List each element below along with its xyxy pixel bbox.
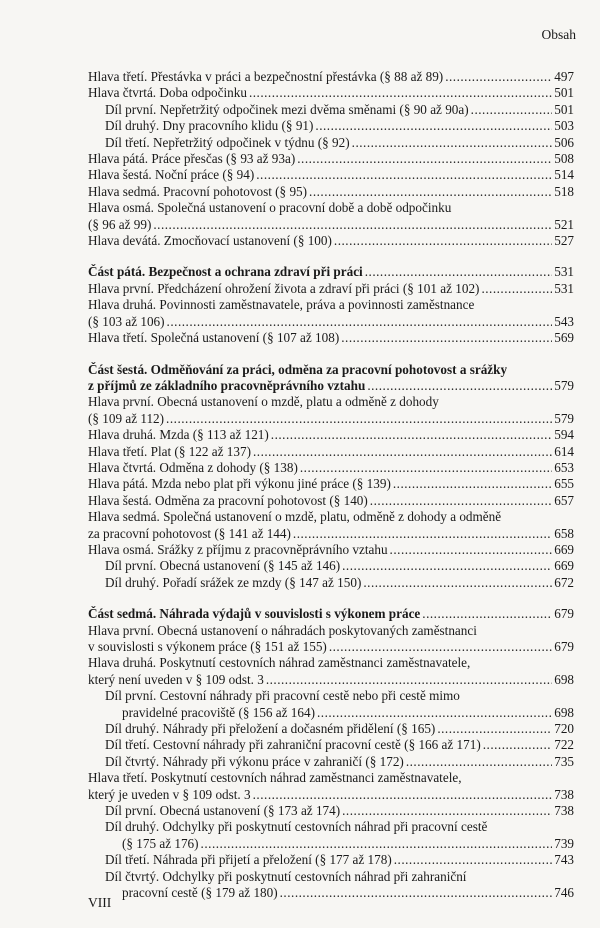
- toc-entry-text: Hlava šestá. Noční práce (§ 94): [88, 167, 255, 183]
- toc-page-number: 527: [554, 233, 574, 249]
- dot-leader: [483, 737, 553, 753]
- dot-leader: [370, 493, 552, 509]
- toc-entry-text: Hlava první. Obecná ustanovení o náhradách poskytovaných zaměstnanci: [88, 622, 477, 638]
- toc-page-number: 657: [554, 492, 574, 508]
- toc-entry-text: Hlava druhá. Poskytnutí cestovních náhrad zaměstnanci zaměstnavatele,: [88, 655, 471, 671]
- toc-entry-text: (§ 96 až 99): [88, 216, 152, 232]
- toc-page-number: 497: [554, 69, 574, 84]
- running-header: Obsah: [541, 27, 576, 42]
- toc-entry: [88, 770, 574, 803]
- toc-entry-text: (§ 175 až 176): [122, 835, 199, 851]
- dot-leader: [342, 558, 552, 574]
- toc-page-number: 543: [554, 313, 574, 329]
- toc-entry-text: Část šestá. Odměňování za práci, odměna za pracovní pohotovost a srážky: [88, 361, 508, 377]
- toc-page-number: 614: [554, 443, 574, 459]
- toc-entry: [88, 754, 574, 770]
- toc-entry-text: Hlava první. Předcházení ohrožení života a zdraví při práci (§ 101 až 102): [88, 280, 480, 296]
- toc-entry-text: Hlava třetí. Plat (§ 122 až 137): [88, 443, 251, 459]
- dot-leader: [266, 672, 552, 688]
- dot-leader: [297, 151, 552, 167]
- toc-entry: [88, 151, 574, 167]
- toc-entry: [88, 803, 574, 819]
- toc-entry: [88, 688, 574, 721]
- toc-page-number: 521: [554, 216, 574, 232]
- toc-page-number: 672: [554, 574, 574, 590]
- toc-page-number: 653: [554, 459, 574, 475]
- toc-entry-text: (§ 103 až 106): [88, 313, 165, 329]
- toc-page-number: 508: [554, 151, 574, 167]
- toc-entry: [88, 394, 574, 427]
- toc-page-number: 743: [554, 852, 574, 868]
- dot-leader: [293, 526, 552, 542]
- toc-entry-text: Hlava devátá. Zmocňovací ustanovení (§ 100): [88, 233, 332, 249]
- toc-entry: [88, 167, 574, 183]
- toc-entry: [88, 655, 574, 688]
- dot-leader: [437, 721, 552, 737]
- toc-page-number: 738: [554, 786, 574, 802]
- toc-page-number: 738: [554, 803, 574, 819]
- dot-leader: [300, 460, 552, 476]
- toc-page-number: 655: [554, 476, 574, 492]
- toc-entry-text: Díl první. Nepřetržitý odpočinek mezi dvěma směnami (§ 90 až 90a): [105, 101, 469, 117]
- toc-entry-text: Hlava sedmá. Pracovní pohotovost (§ 95): [88, 183, 308, 199]
- toc-entry: [88, 542, 574, 558]
- toc-page-number: 569: [554, 330, 574, 346]
- toc-part-entry: [88, 264, 574, 280]
- toc-entry: [88, 85, 574, 101]
- dot-leader: [334, 233, 552, 249]
- toc-entry-text: Hlava čtvrtá. Odměna z dohody (§ 138): [88, 459, 298, 475]
- toc-entry: [88, 184, 574, 200]
- toc-page-number: 669: [554, 541, 574, 557]
- toc-page-number: 669: [554, 558, 574, 574]
- toc-entry: [88, 869, 574, 902]
- toc-page-number: 503: [554, 118, 574, 134]
- toc-entry-text: Hlava čtvrtá. Doba odpočinku: [88, 85, 247, 101]
- toc-entry-text: který není uveden v § 109 odst. 3: [88, 671, 264, 687]
- dot-leader: [317, 705, 552, 721]
- dot-leader: [393, 476, 552, 492]
- toc-entry: [88, 135, 574, 151]
- dot-leader: [253, 444, 552, 460]
- toc-entry-text: Díl druhý. Dny pracovního klidu (§ 91): [105, 118, 314, 134]
- toc-page-number: 658: [554, 525, 574, 541]
- toc-entry-text: Část sedmá. Náhrada výdajů v souvislosti s výkonem práce: [88, 606, 421, 622]
- toc-entry: [88, 509, 574, 542]
- toc-entry-text: (§ 109 až 112): [88, 410, 165, 426]
- toc-entry-text: který je uveden v § 109 odst. 3: [88, 786, 251, 802]
- toc-entry: [88, 330, 574, 346]
- toc-page-number: 501: [554, 85, 574, 101]
- toc-page-number: 720: [554, 721, 574, 737]
- toc-entry-text: Hlava sedmá. Společná ustanovení o mzdě, platu, odměně z dohody a odměně: [88, 509, 502, 525]
- toc-entry: [88, 737, 574, 753]
- dot-leader: [365, 264, 553, 280]
- toc-entry: [88, 102, 574, 118]
- toc-page-number: 746: [554, 885, 574, 901]
- toc-page-number: 518: [554, 183, 574, 199]
- toc-entry-text: Díl čtvrtý. Odchylky při poskytnutí cestovních náhrad při zahraniční: [105, 868, 467, 884]
- toc-entry-text: Hlava třetí. Poskytnutí cestovních náhrad zaměstnanci zaměstnavatele,: [88, 770, 462, 786]
- toc-entry-text: Díl druhý. Pořadí srážek ze mzdy (§ 147 až 150): [105, 574, 362, 590]
- dot-leader: [390, 542, 553, 558]
- toc-entry-text: z příjmů ze základního pracovněprávního vztahu: [88, 377, 366, 393]
- toc-entry: [88, 460, 574, 476]
- dot-leader: [471, 102, 553, 118]
- dot-leader: [167, 314, 553, 330]
- dot-leader: [352, 135, 553, 151]
- toc-entry-text: Díl první. Cestovní náhrady při pracovní cestě nebo při cestě mimo: [105, 688, 460, 704]
- toc-entry: [88, 575, 574, 591]
- toc-page-number: 579: [554, 377, 574, 393]
- dot-leader: [201, 836, 553, 852]
- toc-entry: [88, 69, 574, 85]
- dot-leader: [481, 281, 552, 297]
- toc-entry-text: Hlava druhá. Mzda (§ 113 až 121): [88, 427, 269, 443]
- toc-page-number: 698: [554, 671, 574, 687]
- toc-page-number: 679: [554, 606, 574, 622]
- toc-entry-text: Díl první. Obecná ustanovení (§ 173 až 174): [105, 803, 341, 819]
- dot-leader: [309, 184, 552, 200]
- dot-leader: [271, 427, 552, 443]
- toc-entry-text: Díl třetí. Cestovní náhrady při zahraniční pracovní cestě (§ 166 až 171): [105, 737, 481, 753]
- toc-page-number: 501: [554, 101, 574, 117]
- toc-entry-text: Hlava první. Obecná ustanovení o mzdě, platu a odměně z dohody: [88, 394, 439, 410]
- toc-entry: [88, 427, 574, 443]
- toc-entry-text: za pracovní pohotovost (§ 141 až 144): [88, 525, 291, 541]
- dot-leader: [256, 167, 552, 183]
- toc-entry-text: v souvislosti s výkonem práce (§ 151 až 155): [88, 639, 327, 654]
- dot-leader: [253, 787, 553, 803]
- toc-page-number: 579: [554, 410, 574, 426]
- toc-entry-text: Hlava pátá. Mzda nebo plat při výkonu jiné práce (§ 139): [88, 476, 391, 492]
- dot-leader: [445, 69, 552, 85]
- toc-entry: [88, 233, 574, 249]
- table-of-contents: [88, 69, 574, 902]
- dot-leader: [153, 217, 552, 233]
- toc-entry-text: Část pátá. Bezpečnost a ochrana zdraví při práci: [88, 264, 363, 280]
- toc-entry-text: Díl třetí. Náhrada při přijetí a přeložení (§ 177 až 178): [105, 852, 392, 868]
- toc-entry-text: Díl druhý. Odchylky při poskytnutí cestovních náhrad při pracovní cestě: [105, 819, 488, 835]
- toc-page-number: 594: [554, 427, 574, 443]
- toc-page-number: 739: [554, 835, 574, 851]
- toc-page-number: 735: [554, 753, 574, 769]
- toc-entry-text: Hlava pátá. Práce přesčas (§ 93 až 93a): [88, 151, 296, 167]
- toc-entry: [88, 721, 574, 737]
- toc-page-number: 679: [554, 639, 574, 654]
- toc-part-entry: [88, 606, 574, 622]
- toc-entry-text: Hlava osmá. Srážky z příjmu z pracovněprávního vztahu: [88, 541, 388, 557]
- toc-entry-text: Díl první. Obecná ustanovení (§ 145 až 146): [105, 558, 341, 574]
- toc-part-entry: [88, 362, 574, 395]
- toc-entry-text: Díl třetí. Nepřetržitý odpočinek v týdnu (§ 92): [105, 134, 350, 150]
- toc-entry: [88, 200, 574, 233]
- dot-leader: [342, 803, 552, 819]
- toc-entry: [88, 852, 574, 868]
- toc-page-number: 514: [554, 167, 574, 183]
- dot-leader: [341, 330, 552, 346]
- toc-entry-text: Hlava šestá. Odměna za pracovní pohotovost (§ 140): [88, 492, 368, 508]
- toc-page-number: 722: [554, 737, 574, 753]
- dot-leader: [363, 575, 552, 591]
- dot-leader: [406, 754, 552, 770]
- toc-entry: [88, 281, 574, 297]
- dot-leader: [166, 411, 552, 427]
- dot-leader: [315, 118, 552, 134]
- toc-page-number: 531: [554, 280, 574, 296]
- toc-entry-text: Hlava třetí. Přestávka v práci a bezpečnostní přestávka (§ 88 až 89): [88, 69, 444, 84]
- toc-page-number: 698: [554, 704, 574, 720]
- dot-leader: [367, 378, 552, 394]
- toc-entry-text: Hlava třetí. Společná ustanovení (§ 107 až 108): [88, 330, 340, 346]
- toc-entry: [88, 623, 574, 656]
- toc-page-number: 531: [554, 264, 574, 280]
- toc-entry: [88, 819, 574, 852]
- toc-page-number: 506: [554, 134, 574, 150]
- toc-entry-text: Díl druhý. Náhrady při přeložení a dočasném přidělení (§ 165): [105, 721, 436, 737]
- dot-leader: [280, 885, 553, 901]
- toc-entry: [88, 297, 574, 330]
- dot-leader: [329, 639, 552, 655]
- page-number: VIII: [88, 895, 112, 910]
- toc-entry-text: Díl čtvrtý. Náhrady při výkonu práce v zahraničí (§ 172): [105, 753, 404, 769]
- toc-entry: [88, 493, 574, 509]
- toc-entry-text: pracovní cestě (§ 179 až 180): [122, 885, 278, 901]
- toc-entry-text: Hlava druhá. Povinnosti zaměstnavatele, práva a povinnosti zaměstnance: [88, 297, 475, 313]
- dot-leader: [394, 852, 553, 868]
- toc-entry: [88, 444, 574, 460]
- toc-entry-text: Hlava osmá. Společná ustanovení o pracovní době a době odpočinku: [88, 200, 452, 216]
- dot-leader: [249, 85, 552, 101]
- dot-leader: [422, 606, 552, 622]
- toc-entry: [88, 476, 574, 492]
- toc-entry-text: pravidelné pracoviště (§ 156 až 164): [122, 704, 315, 720]
- toc-entry: [88, 118, 574, 134]
- toc-entry: [88, 558, 574, 574]
